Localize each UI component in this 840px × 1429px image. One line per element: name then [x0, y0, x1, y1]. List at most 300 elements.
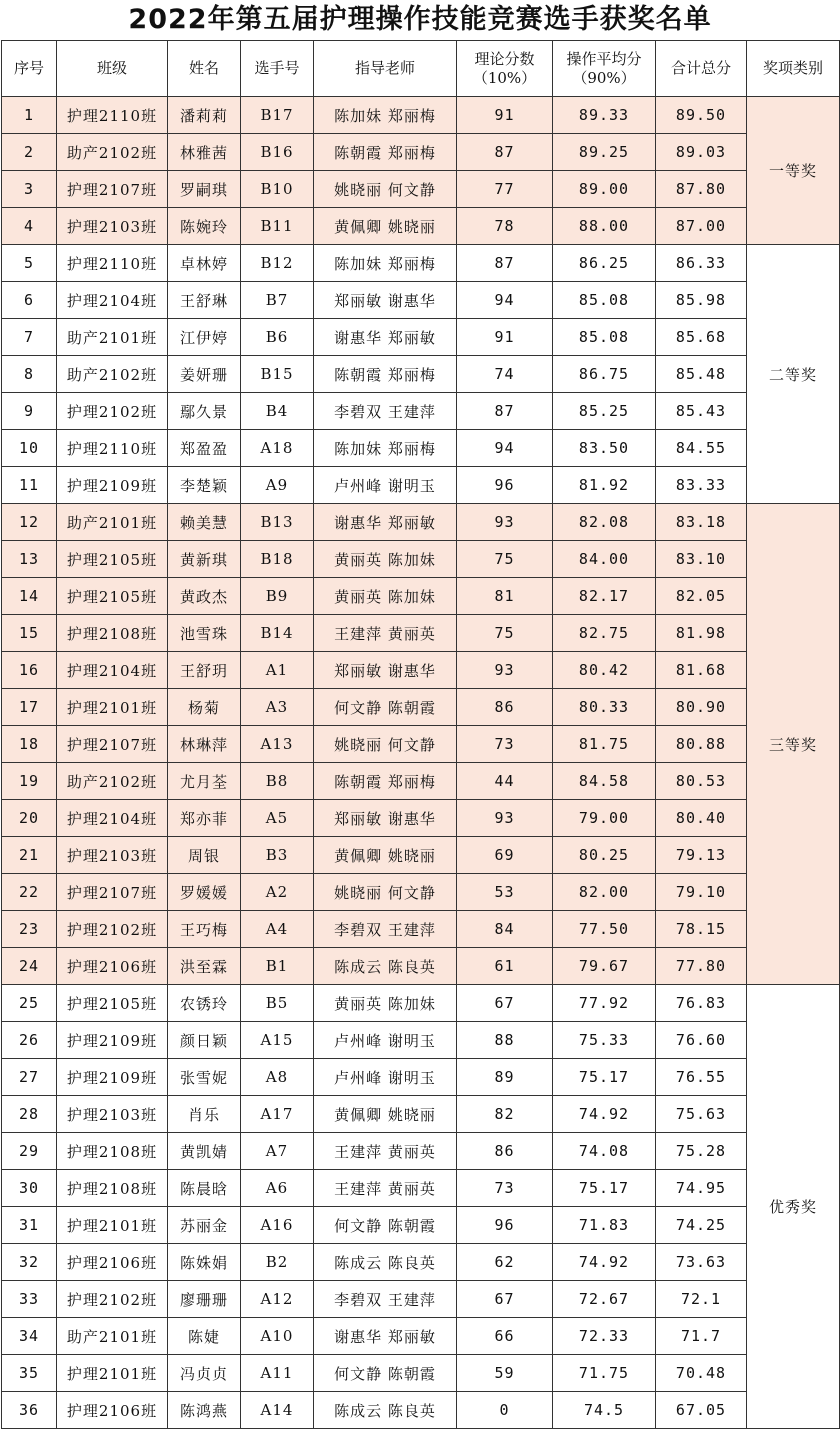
row-theory-score: 91	[457, 97, 553, 134]
row-class: 护理2106班	[57, 1392, 168, 1429]
row-teachers: 陈朝霞 郑丽梅	[314, 763, 457, 800]
row-theory-score: 73	[457, 1170, 553, 1207]
row-class: 护理2109班	[57, 1022, 168, 1059]
row-operation-score: 89.25	[553, 134, 656, 171]
row-player-no: B3	[241, 837, 314, 874]
row-theory-score: 59	[457, 1355, 553, 1392]
row-name: 郑亦菲	[168, 800, 241, 837]
row-class: 护理2106班	[57, 948, 168, 985]
row-theory-score: 86	[457, 1133, 553, 1170]
row-theory-score: 86	[457, 689, 553, 726]
row-player-no: B12	[241, 245, 314, 282]
row-class: 护理2102班	[57, 1281, 168, 1318]
row-operation-score: 74.5	[553, 1392, 656, 1429]
row-teachers: 何文静 陈朝霞	[314, 1355, 457, 1392]
row-name: 罗媛媛	[168, 874, 241, 911]
row-teachers: 卢州峰 谢明玉	[314, 1022, 457, 1059]
row-teachers: 郑丽敏 谢惠华	[314, 800, 457, 837]
table-row	[2, 1022, 840, 1059]
row-total-score: 83.10	[656, 541, 747, 578]
header-total: 合计总分	[656, 41, 747, 97]
row-class: 护理2105班	[57, 985, 168, 1022]
table-row	[2, 171, 840, 208]
row-teachers: 姚晓丽 何文静	[314, 171, 457, 208]
table-row	[2, 1281, 840, 1318]
row-teachers: 谢惠华 郑丽敏	[314, 319, 457, 356]
row-player-no: A6	[241, 1170, 314, 1207]
row-total-score: 76.83	[656, 985, 747, 1022]
row-name: 黄政杰	[168, 578, 241, 615]
row-operation-score: 75.17	[553, 1059, 656, 1096]
row-player-no: B13	[241, 504, 314, 541]
row-total-score: 71.7	[656, 1318, 747, 1355]
row-class: 护理2101班	[57, 689, 168, 726]
header-class: 班级	[57, 41, 168, 97]
row-player-no: B5	[241, 985, 314, 1022]
row-class: 助产2102班	[57, 134, 168, 171]
row-player-no: A13	[241, 726, 314, 763]
table-row	[2, 726, 840, 763]
row-total-score: 79.13	[656, 837, 747, 874]
row-player-no: B4	[241, 393, 314, 430]
row-teachers: 黄佩卿 姚晓丽	[314, 837, 457, 874]
row-class: 护理2105班	[57, 578, 168, 615]
row-index: 13	[2, 541, 57, 578]
row-index: 16	[2, 652, 57, 689]
row-total-score: 84.55	[656, 430, 747, 467]
row-index: 21	[2, 837, 57, 874]
row-theory-score: 87	[457, 134, 553, 171]
row-name: 池雪珠	[168, 615, 241, 652]
row-theory-score: 61	[457, 948, 553, 985]
row-index: 18	[2, 726, 57, 763]
row-index: 25	[2, 985, 57, 1022]
row-theory-score: 53	[457, 874, 553, 911]
row-name: 卓林婷	[168, 245, 241, 282]
row-operation-score: 75.17	[553, 1170, 656, 1207]
row-teachers: 黄丽英 陈加妹	[314, 985, 457, 1022]
table-row	[2, 393, 840, 430]
row-theory-score: 84	[457, 911, 553, 948]
row-name: 江伊婷	[168, 319, 241, 356]
row-total-score: 80.90	[656, 689, 747, 726]
row-operation-score: 77.50	[553, 911, 656, 948]
row-index: 24	[2, 948, 57, 985]
row-index: 20	[2, 800, 57, 837]
row-name: 郑盈盈	[168, 430, 241, 467]
row-teachers: 陈成云 陈良英	[314, 1392, 457, 1429]
row-operation-score: 86.25	[553, 245, 656, 282]
row-total-score: 67.05	[656, 1392, 747, 1429]
row-index: 29	[2, 1133, 57, 1170]
row-theory-score: 74	[457, 356, 553, 393]
row-operation-score: 79.00	[553, 800, 656, 837]
table-row	[2, 1133, 840, 1170]
row-index: 35	[2, 1355, 57, 1392]
table-row	[2, 356, 840, 393]
row-operation-score: 89.33	[553, 97, 656, 134]
row-index: 33	[2, 1281, 57, 1318]
row-class: 助产2101班	[57, 319, 168, 356]
row-operation-score: 80.25	[553, 837, 656, 874]
row-total-score: 83.33	[656, 467, 747, 504]
row-theory-score: 87	[457, 245, 553, 282]
row-operation-score: 74.92	[553, 1244, 656, 1281]
row-teachers: 黄丽英 陈加妹	[314, 578, 457, 615]
row-player-no: A9	[241, 467, 314, 504]
row-operation-score: 82.75	[553, 615, 656, 652]
document-title: 2022年第五届护理操作技能竞赛选手获奖名单	[128, 4, 712, 35]
row-operation-score: 74.92	[553, 1096, 656, 1133]
table-row	[2, 800, 840, 837]
row-theory-score: 73	[457, 726, 553, 763]
row-name: 周银	[168, 837, 241, 874]
row-operation-score: 75.33	[553, 1022, 656, 1059]
row-index: 26	[2, 1022, 57, 1059]
table-row	[2, 652, 840, 689]
row-player-no: B15	[241, 356, 314, 393]
row-total-score: 89.03	[656, 134, 747, 171]
table-row	[2, 319, 840, 356]
table-row	[2, 97, 840, 134]
table-header-row	[2, 41, 840, 97]
row-player-no: B10	[241, 171, 314, 208]
row-name: 陈姝娟	[168, 1244, 241, 1281]
row-player-no: B1	[241, 948, 314, 985]
row-class: 护理2110班	[57, 97, 168, 134]
header-operation-label: 操作平均分	[566, 49, 642, 68]
row-teachers: 李碧双 王建萍	[314, 1281, 457, 1318]
row-player-no: A5	[241, 800, 314, 837]
row-index: 19	[2, 763, 57, 800]
row-theory-score: 93	[457, 504, 553, 541]
row-class: 护理2110班	[57, 430, 168, 467]
header-operation-weight: （90%）	[572, 68, 636, 87]
row-index: 32	[2, 1244, 57, 1281]
row-player-no: B14	[241, 615, 314, 652]
row-operation-score: 72.33	[553, 1318, 656, 1355]
row-name: 冯贞贞	[168, 1355, 241, 1392]
row-name: 王舒琳	[168, 282, 241, 319]
row-teachers: 卢州峰 谢明玉	[314, 467, 457, 504]
row-player-no: A7	[241, 1133, 314, 1170]
award-category: 三等奖	[747, 504, 840, 985]
row-index: 30	[2, 1170, 57, 1207]
row-teachers: 郑丽敏 谢惠华	[314, 282, 457, 319]
row-theory-score: 75	[457, 541, 553, 578]
row-theory-score: 75	[457, 615, 553, 652]
row-name: 黄凯婧	[168, 1133, 241, 1170]
row-player-no: A12	[241, 1281, 314, 1318]
row-class: 护理2108班	[57, 1133, 168, 1170]
row-index: 6	[2, 282, 57, 319]
row-player-no: A15	[241, 1022, 314, 1059]
row-index: 2	[2, 134, 57, 171]
row-total-score: 72.1	[656, 1281, 747, 1318]
table-row	[2, 1059, 840, 1096]
row-name: 张雪妮	[168, 1059, 241, 1096]
row-player-no: A11	[241, 1355, 314, 1392]
row-teachers: 陈加妹 郑丽梅	[314, 245, 457, 282]
row-total-score: 86.33	[656, 245, 747, 282]
row-theory-score: 96	[457, 467, 553, 504]
table-row	[2, 1207, 840, 1244]
table-row	[2, 134, 840, 171]
row-name: 陈婉玲	[168, 208, 241, 245]
row-total-score: 74.25	[656, 1207, 747, 1244]
table-row	[2, 430, 840, 467]
row-total-score: 80.88	[656, 726, 747, 763]
row-teachers: 陈加妹 郑丽梅	[314, 430, 457, 467]
row-player-no: A2	[241, 874, 314, 911]
row-total-score: 85.43	[656, 393, 747, 430]
table-row	[2, 874, 840, 911]
row-teachers: 黄丽英 陈加妹	[314, 541, 457, 578]
row-theory-score: 93	[457, 800, 553, 837]
row-teachers: 姚晓丽 何文静	[314, 726, 457, 763]
row-name: 王舒玥	[168, 652, 241, 689]
row-player-no: A16	[241, 1207, 314, 1244]
row-name: 赖美慧	[168, 504, 241, 541]
row-operation-score: 81.75	[553, 726, 656, 763]
row-total-score: 83.18	[656, 504, 747, 541]
table-row	[2, 1318, 840, 1355]
row-teachers: 谢惠华 郑丽敏	[314, 504, 457, 541]
row-player-no: B2	[241, 1244, 314, 1281]
row-theory-score: 69	[457, 837, 553, 874]
row-theory-score: 91	[457, 319, 553, 356]
row-index: 22	[2, 874, 57, 911]
row-class: 护理2103班	[57, 1096, 168, 1133]
row-operation-score: 81.92	[553, 467, 656, 504]
header-index: 序号	[2, 41, 57, 97]
row-class: 护理2110班	[57, 245, 168, 282]
row-operation-score: 82.17	[553, 578, 656, 615]
row-name: 尤月荃	[168, 763, 241, 800]
row-index: 10	[2, 430, 57, 467]
row-teachers: 陈朝霞 郑丽梅	[314, 134, 457, 171]
row-teachers: 陈成云 陈良英	[314, 1244, 457, 1281]
row-name: 颜日颖	[168, 1022, 241, 1059]
row-index: 5	[2, 245, 57, 282]
row-total-score: 70.48	[656, 1355, 747, 1392]
row-operation-score: 71.75	[553, 1355, 656, 1392]
row-total-score: 81.68	[656, 652, 747, 689]
row-class: 护理2103班	[57, 837, 168, 874]
row-class: 护理2102班	[57, 393, 168, 430]
row-total-score: 76.60	[656, 1022, 747, 1059]
row-operation-score: 82.08	[553, 504, 656, 541]
row-name: 杨菊	[168, 689, 241, 726]
row-player-no: A3	[241, 689, 314, 726]
table-row	[2, 763, 840, 800]
row-player-no: A4	[241, 911, 314, 948]
row-operation-score: 72.67	[553, 1281, 656, 1318]
row-total-score: 75.28	[656, 1133, 747, 1170]
row-name: 洪至霖	[168, 948, 241, 985]
row-theory-score: 89	[457, 1059, 553, 1096]
row-index: 1	[2, 97, 57, 134]
row-index: 8	[2, 356, 57, 393]
row-teachers: 黄佩卿 姚晓丽	[314, 1096, 457, 1133]
row-teachers: 王建萍 黄丽英	[314, 1133, 457, 1170]
results-sheet	[1, 0, 839, 1429]
row-teachers: 何文静 陈朝霞	[314, 689, 457, 726]
row-index: 28	[2, 1096, 57, 1133]
row-index: 36	[2, 1392, 57, 1429]
row-theory-score: 67	[457, 985, 553, 1022]
header-operation	[553, 41, 656, 97]
row-total-score: 82.05	[656, 578, 747, 615]
row-class: 护理2101班	[57, 1355, 168, 1392]
row-index: 12	[2, 504, 57, 541]
row-player-no: B18	[241, 541, 314, 578]
row-teachers: 王建萍 黄丽英	[314, 615, 457, 652]
row-class: 护理2108班	[57, 615, 168, 652]
row-class: 助产2102班	[57, 356, 168, 393]
row-theory-score: 67	[457, 1281, 553, 1318]
row-player-no: B11	[241, 208, 314, 245]
table-row	[2, 615, 840, 652]
row-class: 护理2104班	[57, 800, 168, 837]
row-name: 苏丽金	[168, 1207, 241, 1244]
row-total-score: 79.10	[656, 874, 747, 911]
table-row	[2, 578, 840, 615]
row-class: 护理2107班	[57, 171, 168, 208]
row-player-no: A17	[241, 1096, 314, 1133]
row-index: 3	[2, 171, 57, 208]
header-name: 姓名	[168, 41, 241, 97]
row-total-score: 73.63	[656, 1244, 747, 1281]
table-row	[2, 1096, 840, 1133]
row-class: 护理2106班	[57, 1244, 168, 1281]
row-class: 护理2108班	[57, 1170, 168, 1207]
row-class: 护理2109班	[57, 1059, 168, 1096]
award-category: 优秀奖	[747, 985, 840, 1429]
row-theory-score: 96	[457, 1207, 553, 1244]
header-award: 奖项类别	[747, 41, 840, 97]
row-operation-score: 84.58	[553, 763, 656, 800]
row-player-no: B16	[241, 134, 314, 171]
row-total-score: 77.80	[656, 948, 747, 985]
row-theory-score: 93	[457, 652, 553, 689]
row-total-score: 85.48	[656, 356, 747, 393]
row-player-no: A18	[241, 430, 314, 467]
row-teachers: 李碧双 王建萍	[314, 393, 457, 430]
row-name: 王巧梅	[168, 911, 241, 948]
row-total-score: 76.55	[656, 1059, 747, 1096]
row-name: 林琳萍	[168, 726, 241, 763]
row-teachers: 何文静 陈朝霞	[314, 1207, 457, 1244]
row-operation-score: 71.83	[553, 1207, 656, 1244]
table-row	[2, 282, 840, 319]
row-name: 陈婕	[168, 1318, 241, 1355]
table-row	[2, 948, 840, 985]
row-name: 廖珊珊	[168, 1281, 241, 1318]
table-row	[2, 985, 840, 1022]
row-class: 护理2101班	[57, 1207, 168, 1244]
row-operation-score: 80.42	[553, 652, 656, 689]
row-total-score: 74.95	[656, 1170, 747, 1207]
row-class: 护理2109班	[57, 467, 168, 504]
row-operation-score: 85.08	[553, 319, 656, 356]
row-class: 护理2104班	[57, 652, 168, 689]
row-index: 31	[2, 1207, 57, 1244]
row-name: 陈晨晗	[168, 1170, 241, 1207]
row-theory-score: 78	[457, 208, 553, 245]
row-index: 9	[2, 393, 57, 430]
row-player-no: B17	[241, 97, 314, 134]
row-total-score: 87.00	[656, 208, 747, 245]
row-theory-score: 81	[457, 578, 553, 615]
results-body	[2, 97, 840, 1429]
row-name: 林雅茜	[168, 134, 241, 171]
row-index: 4	[2, 208, 57, 245]
row-index: 14	[2, 578, 57, 615]
row-class: 护理2105班	[57, 541, 168, 578]
row-player-no: B9	[241, 578, 314, 615]
row-name: 潘莉莉	[168, 97, 241, 134]
row-player-no: A10	[241, 1318, 314, 1355]
row-theory-score: 66	[457, 1318, 553, 1355]
row-name: 黄新琪	[168, 541, 241, 578]
row-operation-score: 88.00	[553, 208, 656, 245]
row-theory-score: 62	[457, 1244, 553, 1281]
row-teachers: 谢惠华 郑丽敏	[314, 1318, 457, 1355]
row-theory-score: 77	[457, 171, 553, 208]
row-name: 鄢久景	[168, 393, 241, 430]
table-row	[2, 504, 840, 541]
row-class: 护理2102班	[57, 911, 168, 948]
row-name: 肖乐	[168, 1096, 241, 1133]
row-operation-score: 74.08	[553, 1133, 656, 1170]
header-player-no: 选手号	[241, 41, 314, 97]
table-row	[2, 208, 840, 245]
row-index: 15	[2, 615, 57, 652]
row-player-no: B6	[241, 319, 314, 356]
row-class: 助产2101班	[57, 1318, 168, 1355]
row-player-no: A1	[241, 652, 314, 689]
row-name: 李楚颖	[168, 467, 241, 504]
row-operation-score: 79.67	[553, 948, 656, 985]
row-index: 27	[2, 1059, 57, 1096]
row-teachers: 王建萍 黄丽英	[314, 1170, 457, 1207]
row-total-score: 85.98	[656, 282, 747, 319]
row-player-no: A8	[241, 1059, 314, 1096]
row-total-score: 85.68	[656, 319, 747, 356]
row-total-score: 78.15	[656, 911, 747, 948]
row-class: 护理2103班	[57, 208, 168, 245]
row-index: 23	[2, 911, 57, 948]
row-teachers: 黄佩卿 姚晓丽	[314, 208, 457, 245]
row-teachers: 郑丽敏 谢惠华	[314, 652, 457, 689]
table-row	[2, 1355, 840, 1392]
row-operation-score: 80.33	[553, 689, 656, 726]
row-player-no: B8	[241, 763, 314, 800]
row-name: 罗嗣琪	[168, 171, 241, 208]
header-teachers: 指导老师	[314, 41, 457, 97]
row-operation-score: 77.92	[553, 985, 656, 1022]
row-class: 助产2102班	[57, 763, 168, 800]
row-theory-score: 88	[457, 1022, 553, 1059]
row-total-score: 81.98	[656, 615, 747, 652]
row-player-no: A14	[241, 1392, 314, 1429]
table-row	[2, 1170, 840, 1207]
row-teachers: 陈朝霞 郑丽梅	[314, 356, 457, 393]
header-theory-label: 理论分数	[474, 49, 535, 68]
row-teachers: 卢州峰 谢明玉	[314, 1059, 457, 1096]
row-teachers: 陈加妹 郑丽梅	[314, 97, 457, 134]
